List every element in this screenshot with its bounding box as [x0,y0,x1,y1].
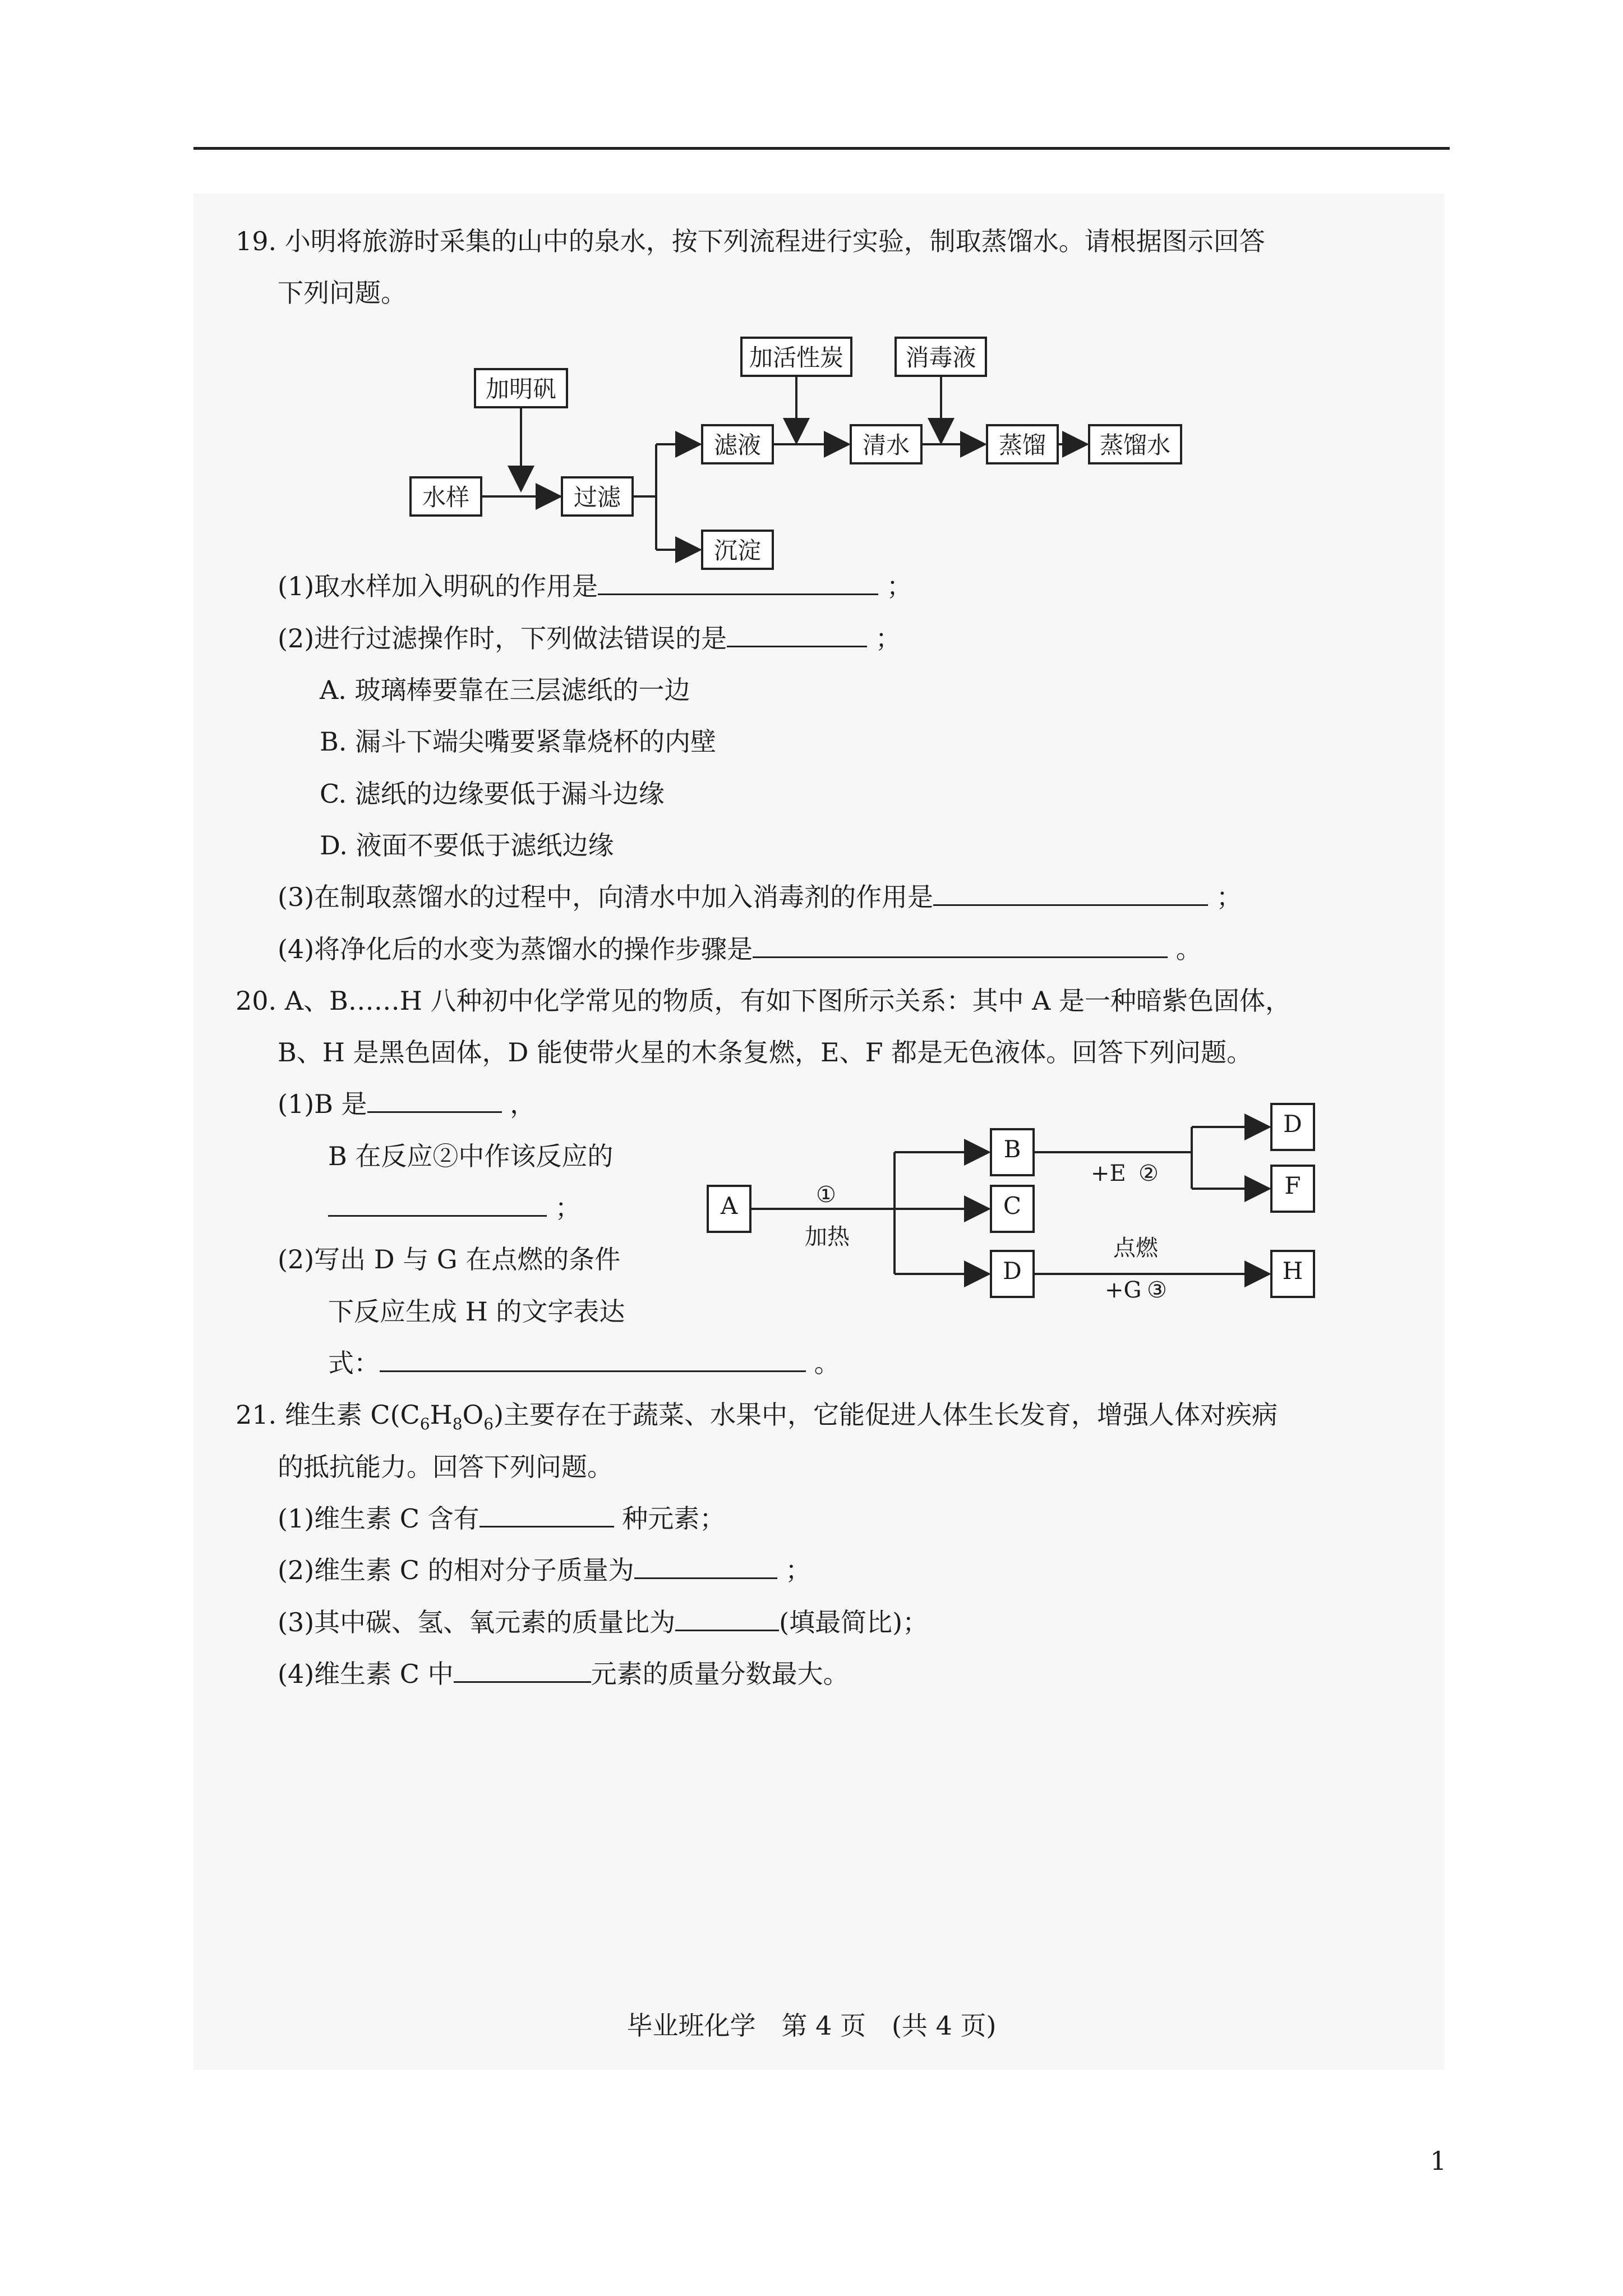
box-d-upper: D [1270,1103,1315,1151]
q21-part3-text: (3)其中碳、氢、氧元素的质量比为 [278,1607,676,1637]
q19-stem-line2: 下列问题。 [278,278,407,308]
box-f: F [1270,1165,1315,1213]
label-ignite: 点燃 [1113,1235,1158,1261]
answer-blank[interactable] [454,1659,591,1683]
page-number: 1 [1430,2146,1447,2176]
q19-part4: (4)将净化后的水变为蒸馏水的操作步骤是 。 [278,934,1202,964]
q21-text: )主要存在于蔬菜、水果中，它能促进人体生长发育，增强人体对疾病 [494,1400,1278,1430]
q19-option-d: D. 液面不要低于滤纸边缘 [320,830,614,861]
box-sample: 水样 [409,476,482,517]
q21-part4-text: (4)维生素 C 中 [278,1659,454,1689]
q19-option-a: A. 玻璃棒要靠在三层滤纸的一边 [320,675,690,705]
q21-part1-tail: 种元素； [622,1503,726,1534]
label-reaction-3: ③ [1147,1277,1167,1303]
box-b: B [990,1128,1035,1176]
box-filter: 过滤 [561,476,634,517]
box-disinfectant: 消毒液 [895,337,987,377]
q20-part2c: 式： 。 [328,1348,840,1378]
q19-part1: (1)取水样加入明矾的作用是 ； [278,571,912,601]
box-c: C [990,1185,1035,1233]
q21-text: H [430,1400,453,1430]
q19-part3-text: (3)在制取蒸馏水的过程中，向清水中加入消毒剂的作用是 [278,882,934,912]
label-heat: 加热 [805,1224,850,1250]
subscript: 8 [452,1415,463,1434]
q21-part2: (2)维生素 C 的相对分子质量为 ； [278,1555,811,1585]
label-plus-e: +E [1091,1161,1126,1186]
q21-part1 [278,1502,725,1535]
box-alum: 加明矾 [474,368,568,408]
label-reaction-1: ① [816,1182,836,1208]
label-reaction-2: ② [1138,1161,1159,1186]
box-a: A [707,1185,751,1233]
q20-part2a: (2)写出 D 与 G 在点燃的条件 [278,1244,621,1274]
q20-part1b: B 在反应②中作该反应的 [328,1141,614,1171]
box-filtrate: 滤液 [701,424,774,464]
q21-text: O [462,1400,484,1430]
q21-part1-text: (1)维生素 C 含有 [278,1503,479,1534]
q21-part3-tail: (填最简比)； [779,1607,929,1637]
q19-option-b: B. 漏斗下端尖嘴要紧靠烧杯的内壁 [320,726,717,757]
q19-part2: (2)进行过滤操作时，下列做法错误的是 ； [278,623,901,654]
q20-part1a: (1)B 是 ， [278,1089,536,1119]
box-precipitate: 沉淀 [701,530,774,570]
q21-stem-line2: 的抵抗能力。回答下列问题。 [278,1452,613,1482]
answer-blank[interactable] [479,1503,614,1527]
box-distill: 蒸馏 [986,424,1059,464]
q21-part3 [278,1605,928,1639]
box-clear-water: 清水 [850,424,923,464]
q20-part2c-text: 式： [328,1348,380,1378]
answer-blank[interactable] [634,1555,777,1579]
q21-part4-tail: 元素的质量分数最大。 [591,1659,849,1689]
label-plus-g: +G [1105,1277,1142,1303]
q20-part2b: 下反应生成 H 的文字表达 [328,1296,625,1327]
q20-part1c: ； [328,1191,581,1225]
q21-stem-line1 [236,1398,1278,1441]
q19-stem-line1: 19. 小明将旅游时采集的山中的泉水，按下列流程进行实验，制取蒸馏水。请根据图示回答 [236,226,1265,256]
answer-blank[interactable] [675,1607,779,1631]
q19-part4-text: (4)将净化后的水变为蒸馏水的操作步骤是 [278,934,753,964]
q21-part4 [278,1657,849,1691]
q21-part2-text: (2)维生素 C 的相对分子质量为 [278,1555,634,1585]
q20-stem-line2: B、H 是黑色固体，D 能使带火星的木条复燃，E、F 都是无色液体。回答下列问题。 [278,1037,1253,1068]
q20-part1a-text: (1)B 是 [278,1089,367,1119]
box-h: H [1270,1250,1315,1298]
q19-part3: (3)在制取蒸馏水的过程中，向清水中加入消毒剂的作用是 ； [278,882,1242,912]
q19-part1-text: (1)取水样加入明矾的作用是 [278,571,598,601]
q20-stem-line1: 20. A、B……H 八种初中化学常见的物质，有如下图所示关系：其中 A 是一种暗紫色固体， [236,986,1292,1016]
subscript: 6 [483,1415,494,1434]
q19-part2-text: (2)进行过滤操作时，下列做法错误的是 [278,623,727,654]
box-d-lower: D [990,1250,1035,1298]
box-active-carbon: 加活性炭 [740,337,852,377]
q19-option-c: C. 滤纸的边缘要低于漏斗边缘 [320,779,665,809]
subscript: 6 [419,1415,430,1434]
page-footer: 毕业班化学 第 4 页 (共 4 页) [626,2010,997,2041]
box-distilled-water: 蒸馏水 [1088,424,1182,464]
q21-text: 21. 维生素 C(C [236,1400,420,1430]
